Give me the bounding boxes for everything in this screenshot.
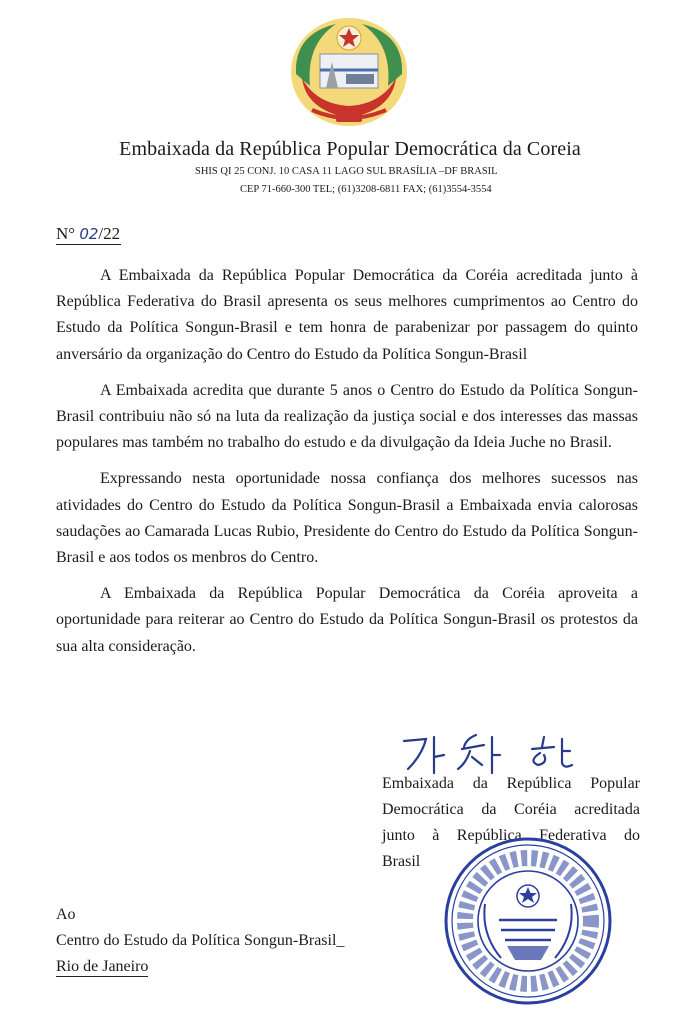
recipient-city: Rio de Janeiro bbox=[56, 958, 149, 975]
signer-line-4: Brasil bbox=[382, 853, 421, 870]
document-number-handwritten: 02 bbox=[79, 225, 99, 243]
recipient-block bbox=[56, 902, 344, 980]
letter-body bbox=[56, 263, 638, 670]
national-emblem-icon bbox=[286, 14, 412, 132]
embassy-address: SHIS QI 25 CONJ. 10 CASA 11 LAGO SUL BRASÍLIA –DF BRASIL bbox=[195, 166, 498, 177]
paragraph-1: A Embaixada da República Popular Democrática da Coréia acreditada junto à República Federativa do Brasil apresenta os seus melhores cumprimentos ao Centro do Estudo da Política Songun-Brasil e tem honra de parabenizar por passagem do quinto anversário da organização do Centro do Estudo da Política Songun-Brasil bbox=[56, 267, 638, 363]
recipient-label: Ao bbox=[56, 906, 76, 923]
signer-line-1: Embaixada da República Popular bbox=[382, 775, 640, 792]
signer-line-3: junto à República Federativa do bbox=[382, 827, 640, 844]
paragraph-2: A Embaixada acredita que durante 5 anos o Centro do Estudo da Política Songun-Brasil contribuiu não só na luta da realização da justiça social e dos interesses das massas populares mas também no trabalho do estudo e da divulgação da Ideia Juche no Brasil. bbox=[56, 381, 638, 452]
document-number-suffix: /22 bbox=[98, 224, 121, 243]
paragraph-3: Expressando nesta oportunidade nossa confiança dos melhores sucessos nas atividades do Centro do Estudo da Política Songun-Brasil a Embaixada envia calorosas saudações ao Camarada Lucas Rubio, Presidente do Centro do Estudo da Política Songun-Brasil e aos todos os menbros do Centro. bbox=[56, 470, 638, 567]
signer-line-2: Democrática da Coréia acreditada bbox=[382, 801, 640, 818]
embassy-contact: CEP 71-660-300 TEL; (61)3208-6811 FAX; (61)3554-3554 bbox=[240, 184, 492, 195]
embassy-name: Embaixada da República Popular Democrática da Coreia bbox=[119, 138, 581, 160]
document-number-prefix: N° bbox=[56, 224, 80, 243]
paragraph-4: A Embaixada da República Popular Democrática da Coréia aproveita a oportunidade para reiterar ao Centro do Estudo da Política Songun-Brasil os protestos da sua alta consideração. bbox=[56, 585, 638, 655]
recipient-name: Centro do Estudo da Política Songun-Brasil_ bbox=[56, 932, 345, 949]
embassy-seal-icon bbox=[441, 834, 615, 1008]
document-number bbox=[56, 224, 121, 245]
